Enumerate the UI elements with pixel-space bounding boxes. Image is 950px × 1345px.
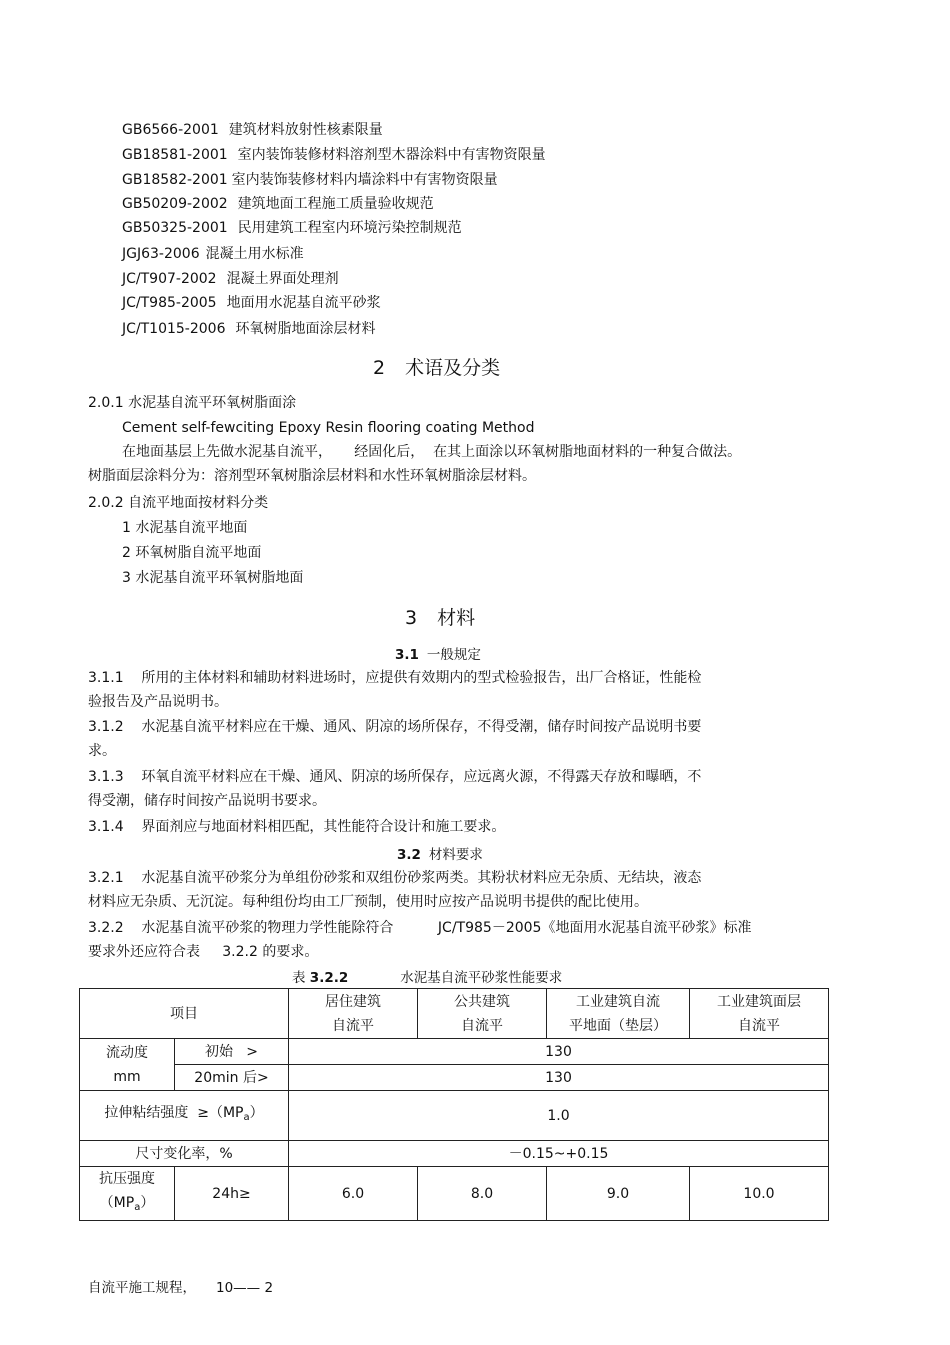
- row-label-text: ）: [249, 1105, 264, 1121]
- list-item: 2 环氧树脂自流平地面: [122, 545, 262, 561]
- standard-title: 建筑地面工程施工质量验收规范: [237, 196, 434, 212]
- standard-title: 室内装饰装修材料溶剂型木器涂料中有害物资限量: [237, 147, 546, 163]
- section-2-heading: [373, 353, 500, 380]
- standard-item: [122, 219, 462, 237]
- tensile-value: 1.0: [289, 1091, 829, 1141]
- performance-table: [79, 988, 829, 1221]
- standard-code: JC/T907-2002: [122, 271, 217, 287]
- header-text: 自流平: [461, 1017, 503, 1034]
- row-label-text: 抗压强度: [99, 1171, 155, 1187]
- compressive-label: [80, 1167, 175, 1221]
- standard-title: 室内装饰装修材料内墙涂料中有害物资限量: [231, 172, 498, 188]
- standard-code: JC/T985-2005: [122, 295, 217, 311]
- header-text: 工业建筑自流: [576, 993, 660, 1010]
- section-number: 2: [373, 357, 386, 379]
- standard-title: 混凝土用水标准: [205, 246, 304, 262]
- section-3-heading: [405, 603, 475, 630]
- header-text: 自流平: [332, 1017, 374, 1034]
- row-label-text: 拉伸粘结强度 ≥（MP: [104, 1105, 244, 1121]
- section-title: 术语及分类: [405, 357, 501, 379]
- header-text: 居住建筑: [325, 993, 381, 1010]
- header-residential: [289, 989, 418, 1039]
- subsection-number: 3.2: [397, 847, 421, 863]
- caption-prefix: 表: [292, 970, 306, 986]
- clause-3-1-1-cont: 验报告及产品说明书。: [88, 694, 228, 710]
- flow-initial-label: 初始 >: [175, 1039, 289, 1065]
- row-label-text: ）: [140, 1195, 155, 1211]
- clause-2-0-1-heading: 2.0.1 水泥基自流平环氧树脂面涂: [88, 395, 297, 411]
- clause-3-1-1: 3.1.1 所用的主体材料和辅助材料进场时，应提供有效期内的型式检验报告，出厂合格证，性能检: [88, 670, 702, 686]
- list-item: 3 水泥基自流平环氧树脂地面: [122, 570, 304, 586]
- subsection-title: 一般规定: [426, 647, 481, 663]
- table-row: [80, 1065, 829, 1091]
- standard-code: GB6566-2001: [122, 122, 219, 138]
- clause-3-2-2-cont: 要求外还应符合表 3.2.2 的要求。: [88, 944, 319, 960]
- standard-item: [122, 171, 498, 189]
- header-text: 自流平: [738, 1017, 780, 1034]
- standard-item: [122, 121, 383, 139]
- subscript: a: [243, 1112, 250, 1123]
- row-label-text: （MP: [99, 1195, 135, 1211]
- compressive-value: 8.0: [418, 1167, 547, 1221]
- clause-2-0-1-text: 在地面基层上先做水泥基自流平， 经固化后， 在其上面涂以环氧树脂地面材料的一种复合做法。: [122, 444, 742, 460]
- dimension-label: 尺寸变化率，%: [80, 1141, 289, 1167]
- row-label-text: mm: [113, 1068, 141, 1085]
- clause-3-2-1-cont: 材料应无杂质、无沉淀。每种组份均由工厂预制，使用时应按产品说明书提供的配比使用。: [88, 894, 648, 910]
- standard-code: GB50209-2002: [122, 196, 228, 212]
- subsection-3-2-heading: [397, 843, 483, 863]
- section-title: 材料: [437, 607, 476, 629]
- standard-item: [122, 320, 375, 338]
- clause-2-0-1-english: Cement self-fewciting Epoxy Resin flooring coating Method: [122, 420, 535, 436]
- caption-number: 3.2.2: [309, 970, 349, 986]
- row-label-text: 流动度: [106, 1044, 148, 1061]
- standard-code: GB50325-2001: [122, 220, 228, 236]
- subsection-3-1-heading: [395, 643, 481, 663]
- standard-title: 混凝土界面处理剂: [226, 271, 339, 287]
- header-industrial-base: [547, 989, 690, 1039]
- header-industrial-top: [690, 989, 829, 1039]
- standard-code: JC/T1015-2006: [122, 321, 226, 337]
- clause-3-1-3-cont: 得受潮，储存时间按产品说明书要求。: [88, 793, 326, 809]
- section-number: 3: [405, 607, 418, 629]
- page-number: 10—— 2: [216, 1280, 274, 1296]
- standard-code: GB18581-2001: [122, 147, 228, 163]
- caption-title: 水泥基自流平砂浆性能要求: [400, 970, 563, 986]
- header-public: [418, 989, 547, 1039]
- standard-code: GB18582-2001: [122, 172, 228, 188]
- standard-item: [122, 294, 381, 312]
- table-caption: [292, 966, 562, 986]
- table-header-row: [80, 989, 829, 1039]
- compressive-value: 9.0: [547, 1167, 690, 1221]
- list-item: 1 水泥基自流平地面: [122, 520, 248, 536]
- standard-item: [122, 245, 304, 263]
- clause-3-1-2-cont: 求。: [88, 743, 116, 759]
- standard-title: 建筑材料放射性核素限量: [228, 122, 383, 138]
- dimension-value: －0.15~+0.15: [289, 1141, 829, 1167]
- compressive-condition: 24h≥: [175, 1167, 289, 1221]
- compressive-value: 10.0: [690, 1167, 829, 1221]
- page-footer: [88, 1276, 273, 1296]
- header-item: 项目: [80, 989, 289, 1039]
- table-row: [80, 1141, 829, 1167]
- standard-item: [122, 270, 339, 288]
- standard-item: [122, 195, 434, 213]
- flow-20min-value: 130: [289, 1065, 829, 1091]
- tensile-label: [80, 1091, 289, 1141]
- table-row: [80, 1039, 829, 1065]
- header-text: 平地面（垫层）: [569, 1017, 667, 1034]
- flow-initial-value: 130: [289, 1039, 829, 1065]
- standard-title: 地面用水泥基自流平砂浆: [226, 295, 381, 311]
- clause-3-1-4: 3.1.4 界面剂应与地面材料相匹配，其性能符合设计和施工要求。: [88, 819, 506, 835]
- header-text: 工业建筑面层: [717, 993, 801, 1010]
- table-row: [80, 1167, 829, 1221]
- standard-title: 民用建筑工程室内环境污染控制规范: [237, 220, 462, 236]
- subscript: a: [134, 1202, 141, 1213]
- compressive-value: 6.0: [289, 1167, 418, 1221]
- clause-3-1-2: 3.1.2 水泥基自流平材料应在干燥、通风、阴凉的场所保存，不得受潮，储存时间按产品说明书要: [88, 719, 702, 735]
- standard-code: JGJ63-2006: [122, 246, 200, 262]
- flow-20min-label: 20min 后>: [175, 1065, 289, 1091]
- subsection-number: 3.1: [395, 647, 419, 663]
- clause-2-0-2-heading: 2.0.2 自流平地面按材料分类: [88, 495, 269, 511]
- clause-3-2-1: 3.2.1 水泥基自流平砂浆分为单组份砂浆和双组份砂浆两类。其粉状材料应无杂质、无结块，液态: [88, 870, 702, 886]
- clause-3-1-3: 3.1.3 环氧自流平材料应在干燥、通风、阴凉的场所保存，应远离火源，不得露天存放和曝晒，不: [88, 769, 702, 785]
- flow-label: [80, 1039, 175, 1091]
- standard-title: 环氧树脂地面涂层材料: [235, 321, 376, 337]
- table-row: [80, 1091, 829, 1141]
- footer-doc-title: 自流平施工规程，: [88, 1280, 196, 1296]
- header-text: 公共建筑: [454, 993, 510, 1010]
- clause-2-0-1-text: 树脂面层涂料分为：溶剂型环氧树脂涂层材料和水性环氧树脂涂层材料。: [88, 468, 536, 484]
- subsection-title: 材料要求: [428, 847, 483, 863]
- standard-item: [122, 146, 546, 164]
- clause-3-2-2: 3.2.2 水泥基自流平砂浆的物理力学性能除符合 JC/T985－2005《地面用水泥基自流平砂浆》标准: [88, 920, 752, 936]
